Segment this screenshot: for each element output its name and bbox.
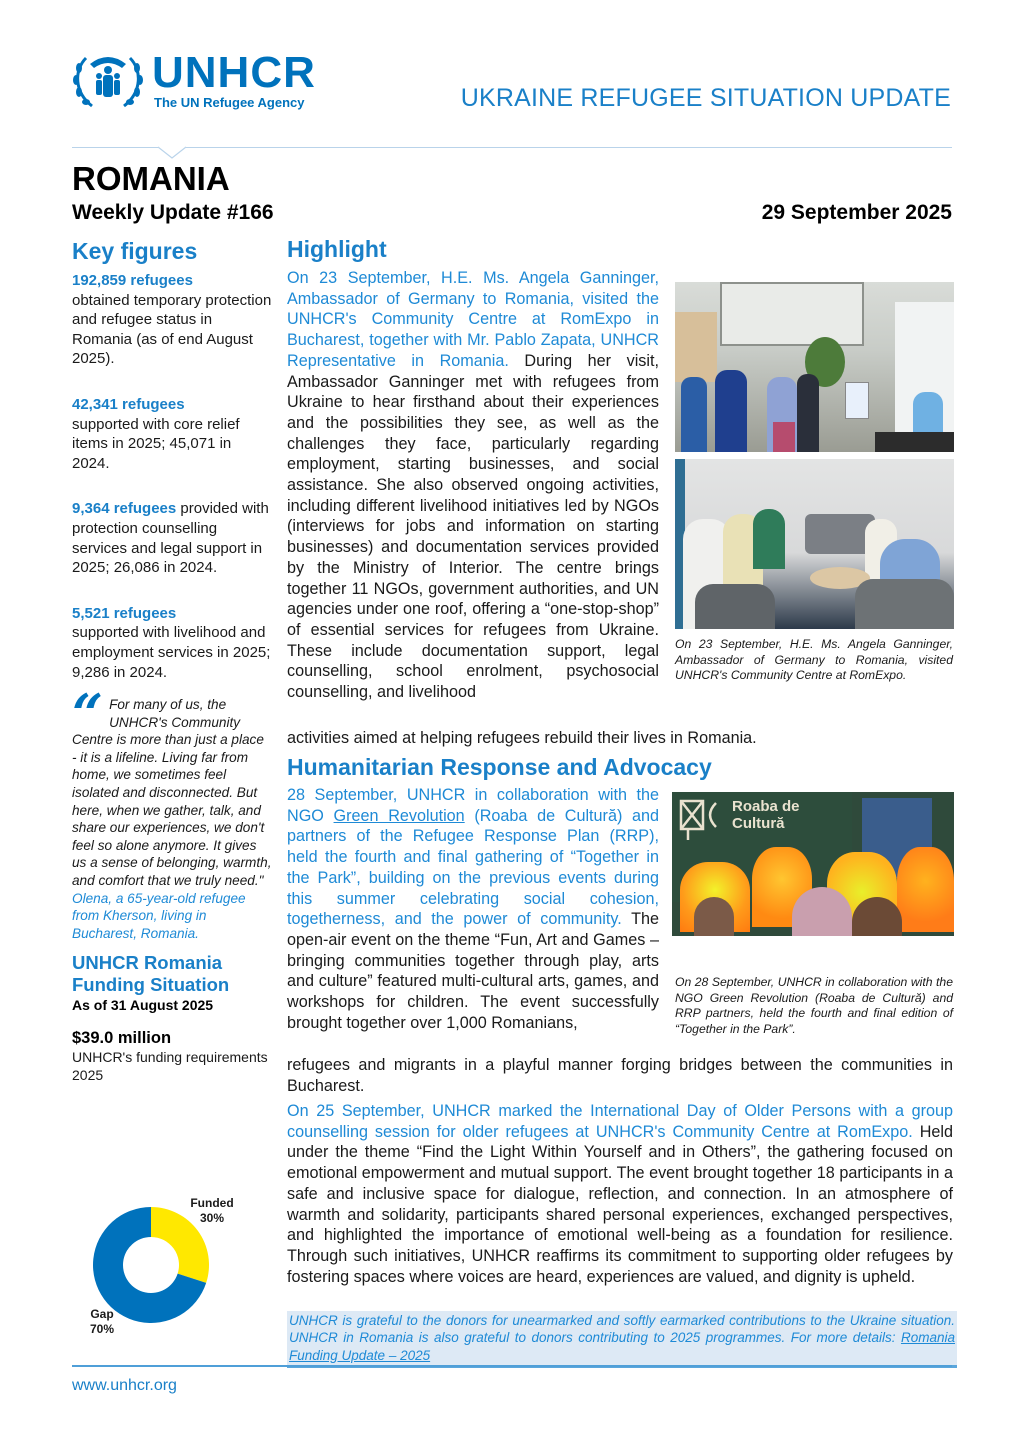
green-revolution-link[interactable]: Green Revolution — [333, 806, 465, 825]
roaba-de-cultura-logo-icon — [678, 798, 718, 844]
together-in-the-park-photo — [672, 792, 954, 936]
logo-tagline: The UN Refugee Agency — [154, 95, 305, 110]
funded-label: Funded — [190, 1196, 234, 1210]
key-figure-text: obtained temporary protection and refugee status in Romania (as of end August 2025). — [72, 291, 272, 368]
response-lead-a: 28 September, UNHCR in collaboration with the NGO — [287, 786, 659, 825]
older-persons-lead: On 25 September, UNHCR marked the International Day of Older Persons with a group counselling session for older refugees at UNHCR's Community Centre at RomExpo. — [287, 1102, 953, 1141]
older-persons-paragraph — [287, 1101, 953, 1287]
key-figure-item — [72, 499, 272, 577]
community-meeting-photo — [675, 459, 954, 629]
response-text: The open-air event on the theme “Fun, Art and Games – bringing communities together through play, arts and culture” featured multi-cultural arts, games, and workshops for children. The event successfully brought together over 1,000 Romanians, — [287, 910, 659, 1032]
footer-divider — [72, 1365, 952, 1367]
response-body — [287, 785, 659, 1033]
funding-title: UNHCR Romania Funding Situation — [72, 952, 230, 996]
response-photo-caption: On 28 September, UNHCR in collaboration with the NGO Green Revolution (Roaba de Cultură) and RRP partners, held the fourth and final edition of “Together in the Park”. — [675, 975, 953, 1036]
report-date: 29 September 2025 — [761, 201, 952, 224]
key-figure-text: provided with protection counselling services and legal support in 2025; 26,086 in 2024. — [72, 500, 269, 577]
divider-notch-icon — [158, 146, 186, 160]
key-figure-value: 42,341 refugees — [72, 395, 185, 413]
funded-value: 30% — [199, 1211, 225, 1225]
funding-donut-chart — [72, 1190, 272, 1340]
older-persons-text: Held under the theme “Find the Light Within Yourself and in Others”, the gathering focused on emotional empowerment and mutual support. The event brought together 18 participants in a safe and inclusive space for dialogue, reflection, and connection. In an atmosphere of warmth and solidarity, participants shared personal experiences, exchanged perspectives, and highlighted the importance of emotional well-being as a foundation for resilience. Through such initiatives, UNHCR reaffirms its commitment to supporting older refugees by fostering spaces where voices are heard, experiences are valued, and dignity is upheld. — [287, 1122, 953, 1286]
key-figure-text: supported with core relief items in 2025; 45,071 in 2024. — [72, 415, 240, 472]
donor-acknowledgement — [287, 1311, 957, 1368]
quote-text: For many of us, the UNHCR's Community Centre is more than just a place - it is a lifeline. Living far from home, we sometimes feel isolated and disconnected. But here, when we gather, talk, and share our experiences, we don't feel so alone anymore. It gives us a sense of belonging, warmth, and comfort that we truly need." — [72, 697, 272, 889]
key-figure-item — [72, 395, 272, 473]
funding-update-link[interactable]: Romania Funding Update – 2025 — [289, 1330, 955, 1363]
funding-as-of: As of 31 August 2025 — [72, 997, 214, 1014]
country-title: ROMANIA — [72, 160, 230, 197]
header-divider — [72, 147, 952, 148]
sidebar — [72, 238, 272, 1084]
laurel-emblem-icon — [70, 50, 146, 112]
highlight-text: During her visit, Ambassador Ganninger met with refugees from Ukraine to hear firsthand about their experiences and the possibilities they see, as well as the challenges they face, particularly regarding employment, starting businesses, and social assistance. She also observed ongoing activities, including different livelihood initiatives led by NGOs (interviews for jobs and information on starting businesses) and documentation services provided by the Ministry of Interior. The centre brings together 11 NGOs, government authorities, and UN agencies under one roof, offering a “one-stop-shop” of essential services for refugees from Ukraine. These include documentation support, legal counselling, school enrolment, psychosocial counselling, and livelihood — [287, 351, 659, 702]
highlight-photo-caption: On 23 September, H.E. Ms. Angela Ganninger, Ambassador of Germany to Romania, visited UNHCR's Community Centre at RomExpo. — [675, 637, 953, 683]
highlight-section — [287, 236, 953, 263]
unhcr-logo[interactable] — [70, 50, 340, 115]
response-title: Humanitarian Response and Advocacy — [287, 754, 712, 780]
key-figure-item — [72, 604, 272, 682]
highlight-text-tail: activities aimed at helping refugees rebuild their lives in Romania. — [287, 729, 757, 747]
testimonial-quote — [72, 682, 272, 942]
gap-value: 70% — [89, 1322, 115, 1336]
website-link[interactable]: www.unhcr.org — [72, 1377, 177, 1394]
donor-note-text: UNHCR is grateful to the donors for unearmarked and softly earmarked contributions to the Ukraine situation. UNHCR in Romania is also grateful to donors contributing to 2025 programmes. For more details: — [289, 1313, 955, 1346]
quote-attribution: Olena, a 65-year-old refugee from Kherson, living in Bucharest, Romania. — [72, 890, 246, 941]
funding-amount: $39.0 million — [72, 1029, 172, 1048]
highlight-lead: On 23 September, H.E. Ms. Angela Ganninger, Ambassador of Germany to Romania, visited the UNHCR's Community Centre at RomExpo in Bucharest, together with Mr. Pablo Zapata, UNHCR Representative in Romania. — [287, 269, 659, 370]
report-title: UKRAINE REFUGEE SITUATION UPDATE — [460, 84, 951, 112]
key-figures-title: Key figures — [72, 238, 198, 264]
logo-wordmark: UNHCR — [152, 48, 316, 97]
quote-mark-icon: “ — [72, 682, 104, 747]
key-figure-value: 5,521 refugees — [72, 604, 177, 622]
highlight-title: Highlight — [287, 236, 387, 262]
key-figure-item — [72, 271, 272, 369]
key-figure-value: 9,364 refugees — [72, 500, 177, 518]
response-text-tail: refugees and migrants in a playful manner forging bridges between the communities in Bucharest. — [287, 1056, 953, 1095]
key-figure-value: 192,859 refugees — [72, 272, 193, 289]
ambassador-visit-photo — [675, 282, 954, 452]
response-lead-b: (Roaba de Cultură) and partners of the Refugee Response Plan (RRP), held the fourth and final gathering of “Together in the Park”, building on the previous events during this summer celebrating social cohesion, togetherness, and the power of community. — [287, 806, 660, 929]
gap-label: Gap — [90, 1307, 114, 1321]
funding-amount-label: UNHCR's funding requirements 2025 — [72, 1049, 268, 1084]
key-figure-text: supported with livelihood and employment services in 2025; 9,286 in 2024. — [72, 624, 271, 681]
weekly-update-number: Weekly Update #166 — [72, 201, 274, 224]
highlight-body — [287, 268, 659, 703]
photo-banner-title: Roaba de Cultură — [732, 798, 800, 832]
